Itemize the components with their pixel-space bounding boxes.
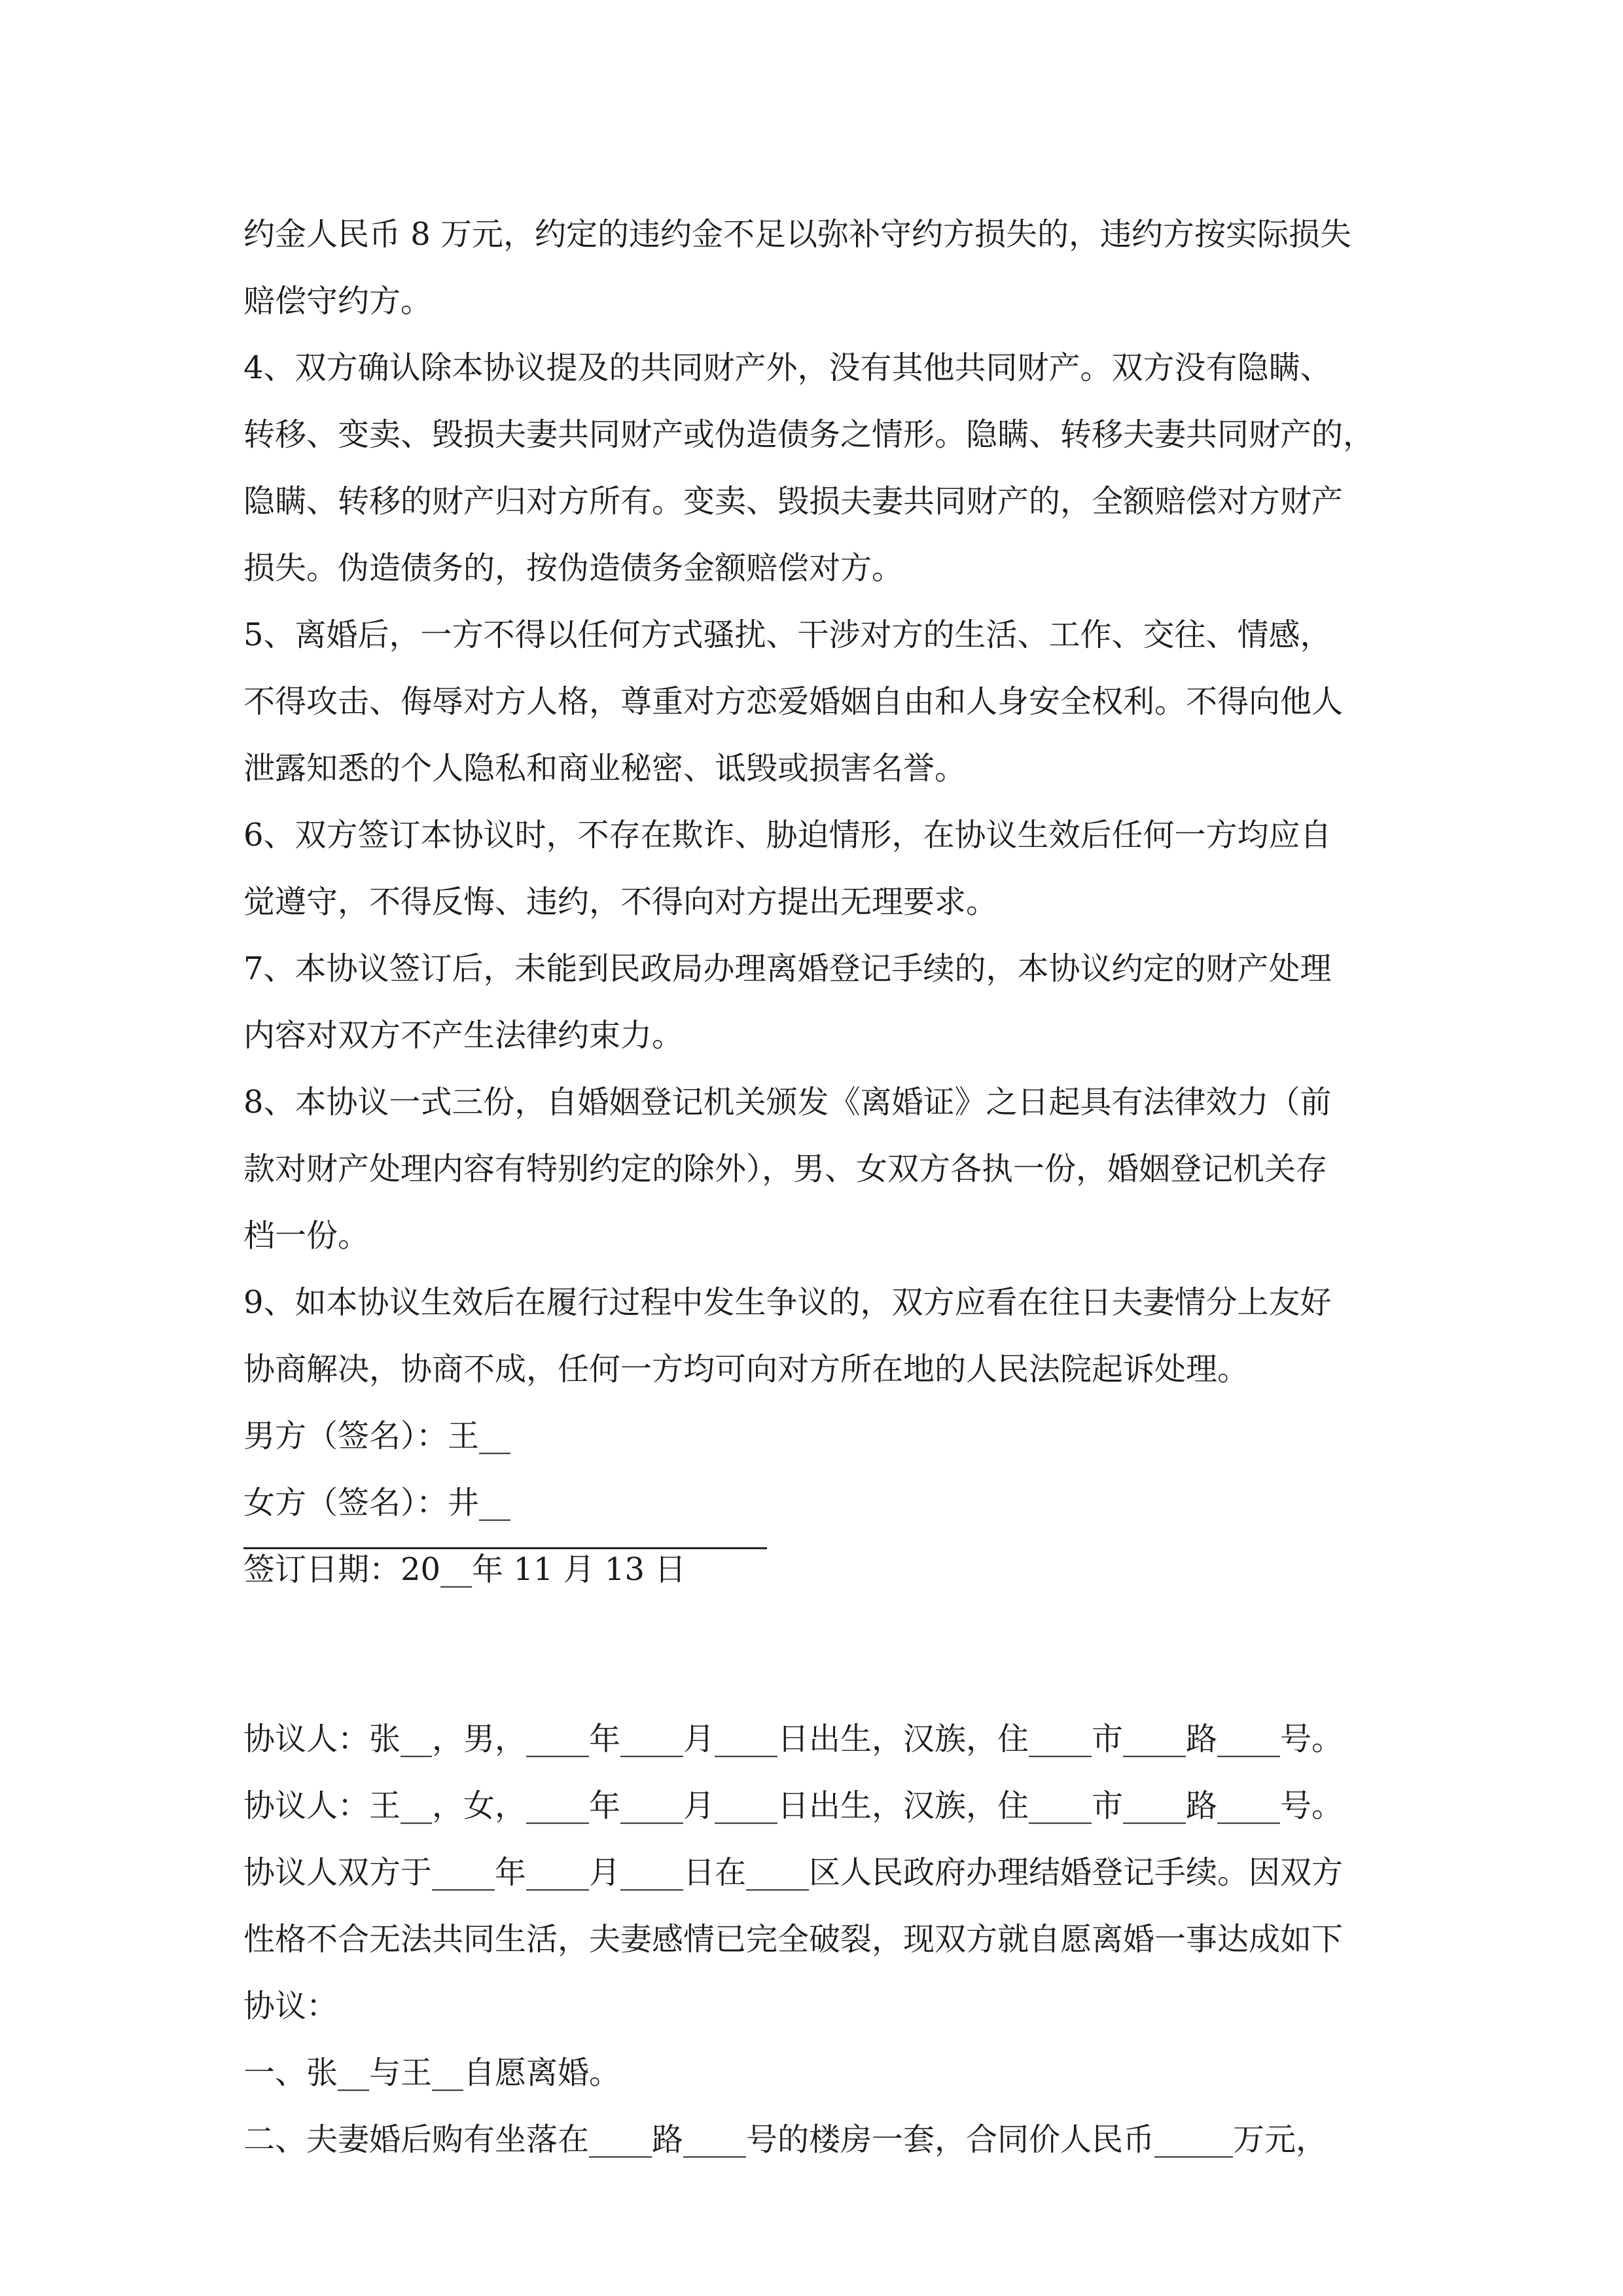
signing-date: 签订日期：20__年 11 月 13 日 — [243, 1551, 687, 1588]
clause-5: 5、离婚后，一方不得以任何方式骚扰、干涉对方的生活、工作、交往、情感， — [243, 617, 1332, 653]
clause-6: 6、双方签订本协议时，不存在欺诈、胁迫情形，在协议生效后任何一方均应自 — [243, 817, 1332, 853]
female-signature: 女方（签名）：井__ — [243, 1484, 511, 1521]
separator-line: ——————————————————————— — [243, 1618, 966, 1655]
text-line: 赔偿守约方。 — [243, 283, 433, 319]
article-2: 二、夫妻婚后购有坐落在____路____号的楼房一套，合同价人民币_____万元， — [243, 2121, 1328, 2158]
separator-rule — [243, 1547, 767, 1549]
text-line: 性格不合无法共同生活，夫妻感情已完全破裂，现双方就自愿离婚一事达成如下 — [243, 1921, 1344, 1958]
document-body — [243, 201, 1389, 2173]
preamble: 协议人双方于____年____月____日在____区人民政府办理结婚登记手续。因双方 — [243, 1854, 1344, 1891]
text-line: 损失。伪造债务的，按伪造债务金额赔偿对方。 — [243, 550, 904, 586]
male-signature: 男方（签名）：王__ — [243, 1418, 511, 1454]
text-line: 协议： — [243, 1988, 338, 2024]
article-1: 一、张__与王__自愿离婚。 — [243, 2054, 621, 2091]
clause-4: 4、双方确认除本协议提及的共同财产外，没有其他共同财产。双方没有隐瞒、 — [243, 350, 1332, 386]
spacer — [243, 1670, 1389, 1706]
clause-9: 9、如本协议生效后在履行过程中发生争议的，双方应看在往日夫妻情分上友好 — [243, 1284, 1332, 1321]
text-line: 不得攻击、侮辱对方人格，尊重对方恋爱婚姻自由和人身安全权利。不得向他人 — [243, 683, 1344, 720]
party-1: 协议人：张__，男，____年____月____日出生，汉族，住____市____路____号。 — [243, 1721, 1344, 1757]
text-line: 觉遵守，不得反悔、违约，不得向对方提出无理要求。 — [243, 884, 998, 920]
text-line: 协商解决，协商不成，任何一方均可向对方所在地的人民法院起诉处理。 — [243, 1351, 1249, 1388]
text-line: 约金人民币 8 万元，约定的违约金不足以弥补守约方损失的，违约方按实际损失 — [243, 216, 1352, 253]
text-line: 款对财产处理内容有特别约定的除外），男、女双方各执一份，婚姻登记机关存 — [243, 1151, 1328, 1187]
clause-8: 8、本协议一式三份，自婚姻登记机关颁发《离婚证》之日起具有法律效力（前 — [243, 1084, 1332, 1121]
text-line: 档一份。 — [243, 1217, 370, 1254]
text-line: 隐瞒、转移的财产归对方所有。变卖、毁损夫妻共同财产的，全额赔偿对方财产 — [243, 483, 1344, 520]
party-2: 协议人：王__，女，____年____月____日出生，汉族，住____市____路____号。 — [243, 1787, 1344, 1824]
text-line: 内容对双方不产生法律约束力。 — [243, 1017, 684, 1054]
text-line: 转移、变卖、毁损夫妻共同财产或伪造债务之情形。隐瞒、转移夫妻共同财产的， — [243, 416, 1375, 453]
text-line: 泄露知悉的个人隐私和商业秘密、诋毁或损害名誉。 — [243, 750, 967, 787]
clause-7: 7、本协议签订后，未能到民政局办理离婚登记手续的，本协议约定的财产处理 — [243, 950, 1332, 987]
